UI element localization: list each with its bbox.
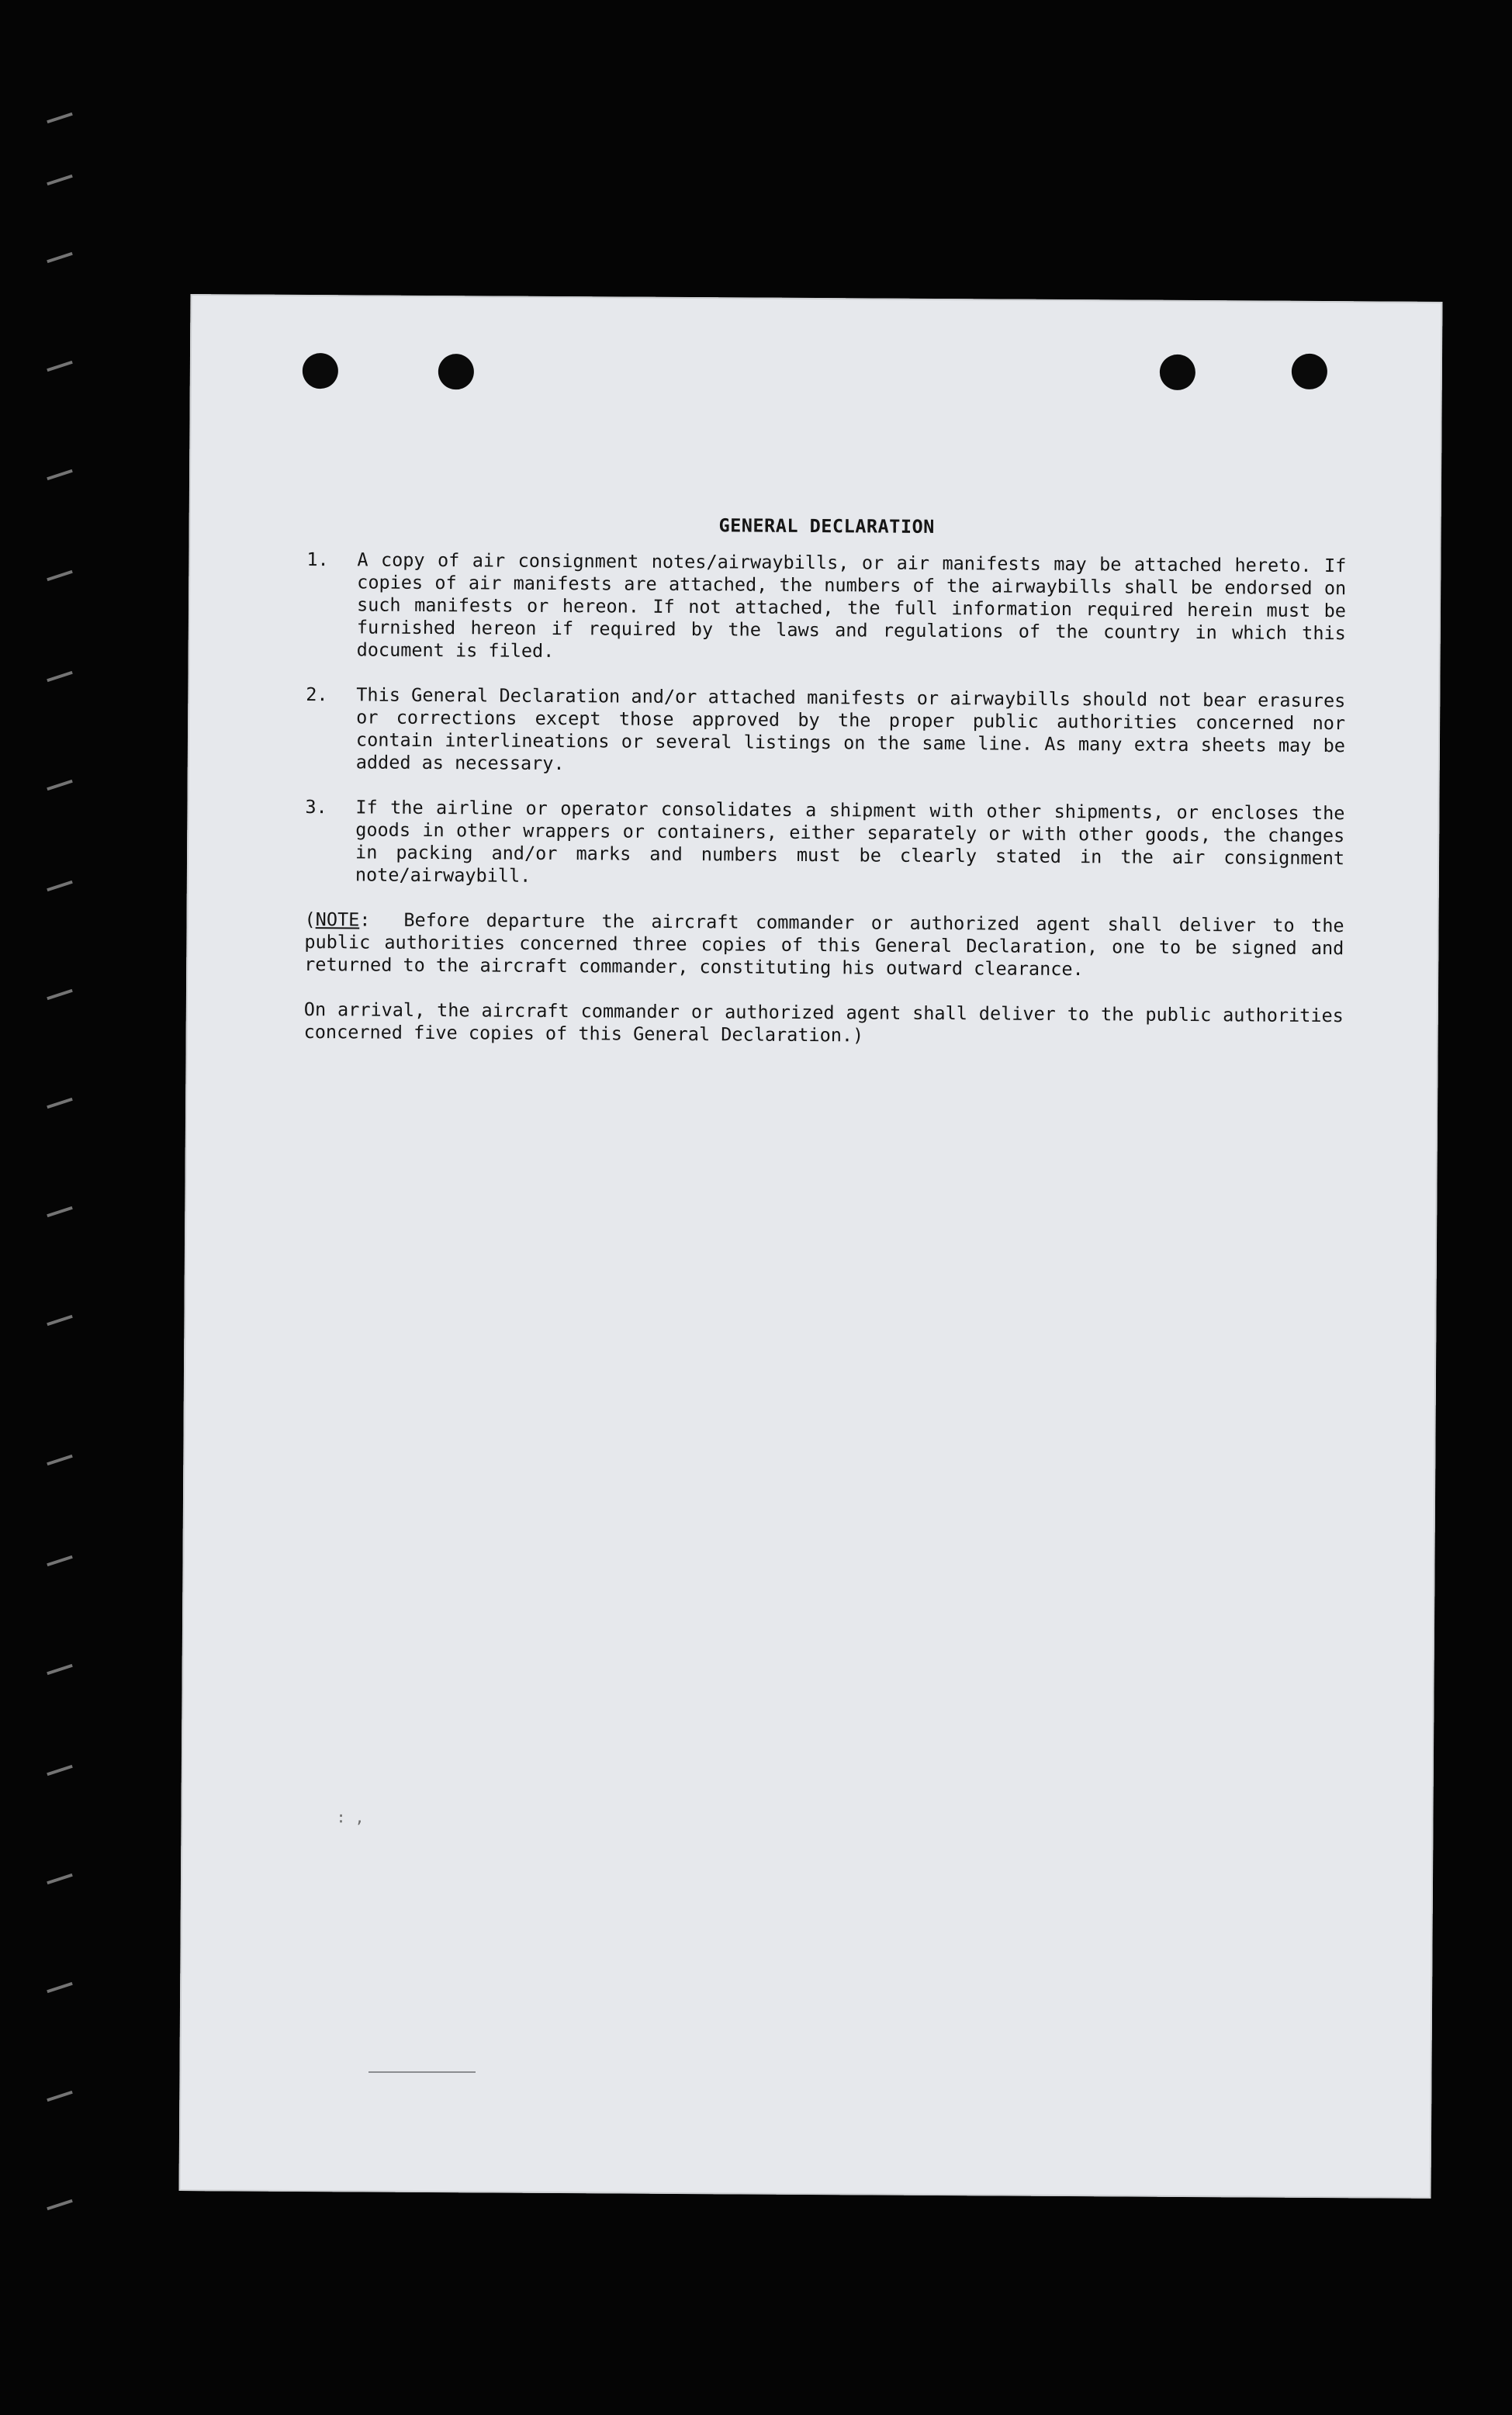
paper-sheet (179, 294, 1443, 2199)
punch-hole (1160, 355, 1195, 390)
item-number: 1. (306, 548, 329, 571)
list-item (306, 683, 1346, 780)
list-item (306, 548, 1347, 667)
item-number: 3. (305, 796, 327, 818)
item-number: 2. (306, 683, 328, 706)
arrival-paragraph: On arrival, the aircraft commander or authorized agent shall deliver to the public authorities concerned five copies of this General Declaration.) (303, 998, 1344, 1047)
note-paragraph (304, 908, 1344, 982)
punch-hole (1292, 354, 1327, 389)
punch-hole (438, 354, 474, 389)
note-label: NOTE (315, 908, 360, 931)
list-item (305, 796, 1345, 892)
note-open-paren: ( (304, 908, 316, 931)
general-declaration (303, 512, 1346, 1072)
stray-mark: : , (336, 1808, 365, 1827)
item-text: This General Declaration and/or attached manifests or airwaybills should not bear erasures or corrections except those approved by the proper public authorities concerned nor contain interlineations or several listings on the same line. As many extra sheets may be added as necessary. (355, 683, 1346, 775)
document-title: GENERAL DECLARATION (718, 514, 935, 538)
note-colon: : (359, 908, 371, 931)
item-text: If the airline or operator consolidates a shipment with other shipments, or encloses the goods in other wrappers or containers, either separately or with other goods, the changes in packing and/or marks and numbers must be clearly stated in the air consignment note/airwaybill. (355, 796, 1345, 887)
note-block (304, 908, 1344, 1050)
item-text: A copy of air consignment notes/airwaybills, or air manifests may be attached hereto. If copies of air manifests are attached, the numbers of the airwaybills shall be endorsed on such manifests or hereon. If not attached, the full information required herein must be furnished hereon if required by the laws and regulations of the country in which this document is filed. (356, 548, 1347, 662)
punch-hole (303, 353, 338, 389)
note-text: Before departure the aircraft commander or authorized agent shall deliver to the public authorities concerned three copies of this General Declaration, one to be signed and returned to the aircraft commander, constituting his outward clearance. (304, 908, 1344, 981)
signature-line (368, 2071, 476, 2073)
